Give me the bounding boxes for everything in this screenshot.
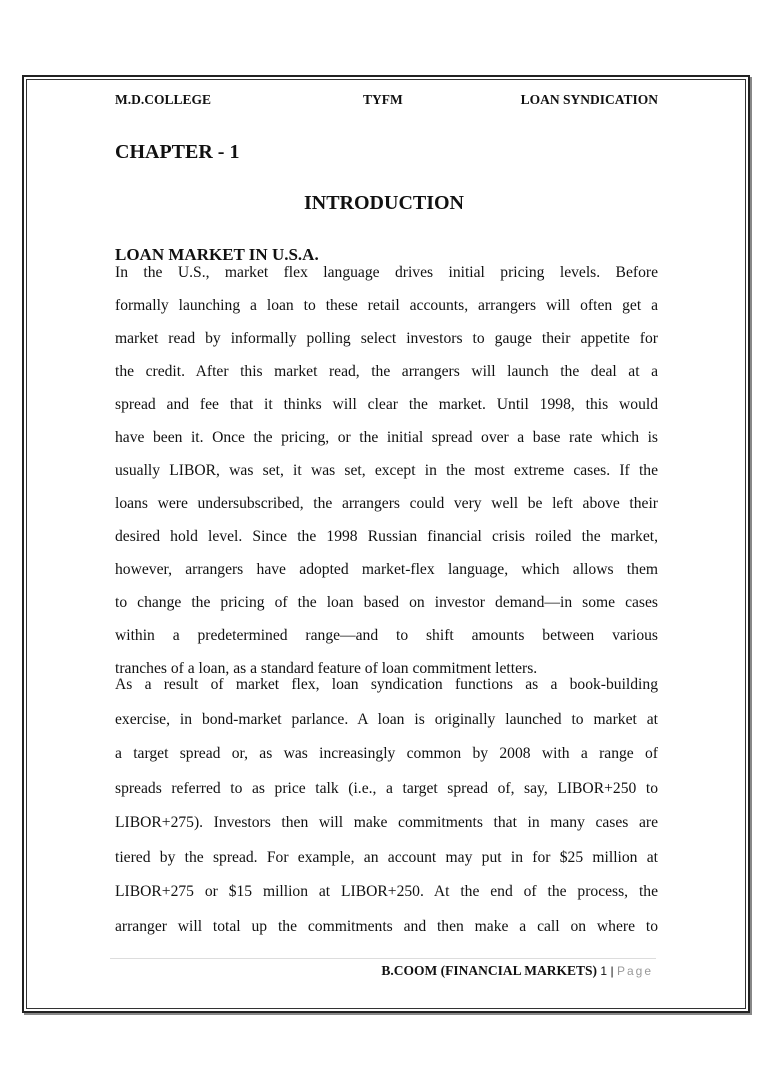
footer-page-word: Page bbox=[616, 964, 653, 978]
footer-separator: | bbox=[610, 964, 614, 978]
text-line: exercise, in bond-market parlance. A loan is originally launched to market at bbox=[115, 710, 658, 728]
footer-divider bbox=[110, 958, 656, 959]
header-topic: LOAN SYNDICATION bbox=[520, 92, 658, 107]
text-line: market read by informally polling select investors to gauge their appetite for bbox=[115, 330, 658, 347]
text-line: spreads referred to as price talk (i.e., a target spread of, say, LIBOR+250 to bbox=[115, 779, 658, 797]
running-header bbox=[115, 92, 658, 110]
page-footer bbox=[381, 963, 653, 979]
text-line: to change the pricing of the loan based on investor demand—in some cases bbox=[115, 594, 658, 611]
text-line: LIBOR+275). Investors then will make commitments that in many cases are bbox=[115, 814, 658, 831]
text-line: formally launching a loan to these retail accounts, arrangers will often get a bbox=[115, 297, 658, 314]
paragraph-1 bbox=[115, 256, 658, 685]
text-line: As a result of market flex, loan syndication functions as a book-building bbox=[115, 676, 658, 693]
header-college: M.D.COLLEGE bbox=[115, 92, 212, 107]
chapter-heading: CHAPTER - 1 bbox=[115, 141, 240, 163]
text-line: LIBOR+275 or $15 million at LIBOR+250. At the end of the process, the bbox=[115, 883, 658, 900]
text-line: tiered by the spread. For example, an account may put in for $25 million at bbox=[115, 848, 658, 866]
page-title: INTRODUCTION bbox=[303, 192, 465, 214]
text-line: have been it. Once the pricing, or the initial spread over a base rate which is bbox=[115, 429, 658, 446]
footer-page-number: 1 bbox=[600, 964, 608, 978]
text-line: however, arrangers have adopted market-flex language, which allows them bbox=[115, 561, 658, 578]
text-line: usually LIBOR, was set, it was set, except in the most extreme cases. If the bbox=[115, 462, 658, 479]
text-line: arranger will total up the commitments and then make a call on where to bbox=[115, 917, 658, 935]
text-line: tranches of a loan, as a standard feature of loan commitment letters. bbox=[115, 660, 538, 677]
text-line: loans were undersubscribed, the arrangers could very well be left above their bbox=[115, 495, 658, 512]
header-course: TYFM bbox=[363, 92, 403, 107]
text-line: In the U.S., market flex language drives initial pricing levels. Before bbox=[115, 264, 658, 281]
text-line: a target spread or, as was increasingly common by 2008 with a range of bbox=[115, 745, 658, 762]
section-heading: LOAN MARKET IN U.S.A. bbox=[115, 245, 319, 264]
footer-course: B.COOM (FINANCIAL MARKETS) bbox=[381, 963, 598, 978]
text-line: spread and fee that it thinks will clear the market. Until 1998, this would bbox=[115, 396, 658, 413]
paragraph-2 bbox=[115, 668, 658, 944]
text-line: the credit. After this market read, the arrangers will launch the deal at a bbox=[115, 363, 658, 380]
text-line: within a predetermined range—and to shift amounts between various bbox=[115, 627, 658, 644]
text-line: desired hold level. Since the 1998 Russian financial crisis roiled the market, bbox=[115, 528, 658, 545]
